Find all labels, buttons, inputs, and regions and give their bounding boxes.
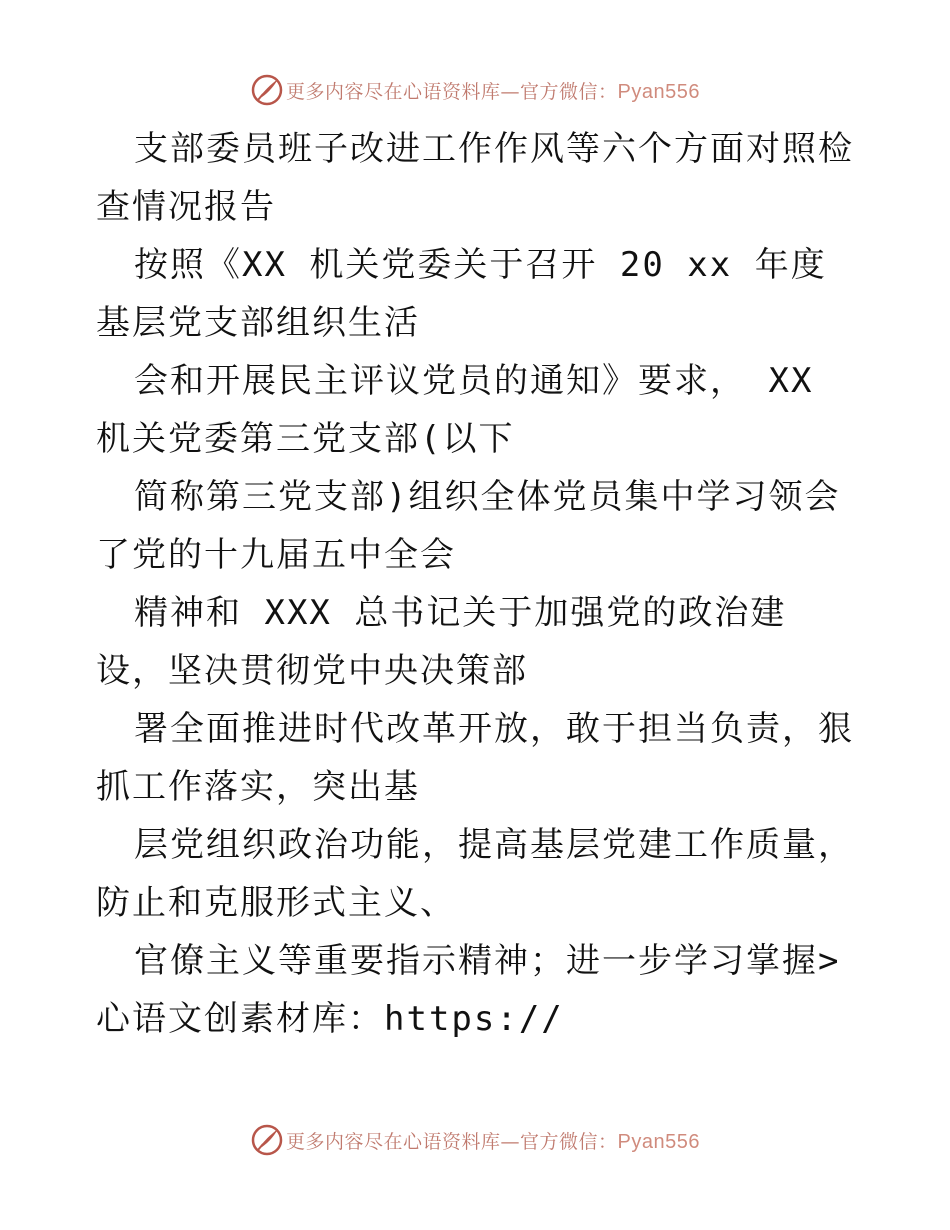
banner-separator: — xyxy=(500,80,521,103)
paragraph-title: 支部委员班子改进工作作风等六个方面对照检查情况报告 xyxy=(96,129,854,227)
banner-wechat-handle: Pyan556 xyxy=(617,80,700,103)
paragraph: 按照《XX 机关党委关于召开 20 xx 年度基层党支部组织生活 xyxy=(96,245,827,343)
paragraph: 署全面推进时代改革开放，敢于担当负责，狠抓工作落实，突出基 xyxy=(96,709,854,807)
banner-wechat-label: 官方微信： xyxy=(520,1130,618,1153)
banner-site-text: 更多内容尽在心语资料库 xyxy=(286,1130,501,1153)
banner-wechat-handle: Pyan556 xyxy=(617,1130,700,1153)
quill-pen-logo-icon xyxy=(250,1123,284,1157)
paragraph: 简称第三党支部)组织全体党员集中学习领会了党的十九届五中全会 xyxy=(96,477,841,575)
paragraph: 层党组织政治功能，提高基层党建工作质量，防止和克服形式主义、 xyxy=(96,825,854,923)
banner-separator: — xyxy=(500,1130,521,1153)
paragraph: 官僚主义等重要指示精神；进一步学习掌握>心语文创素材库：https:// xyxy=(96,941,841,1039)
footer-banner xyxy=(0,1120,950,1160)
header-banner xyxy=(0,70,950,110)
paragraph: 精神和 XXX 总书记关于加强党的政治建设，坚决贯彻党中央决策部 xyxy=(96,593,787,691)
paragraph: 会和开展民主评议党员的通知》要求， XX 机关党委第三党支部(以下 xyxy=(96,361,814,459)
document-body xyxy=(96,120,856,1048)
banner-text xyxy=(286,77,700,104)
banner-site-text: 更多内容尽在心语资料库 xyxy=(286,80,501,103)
banner-wechat-label: 官方微信： xyxy=(520,80,618,103)
banner-text xyxy=(286,1127,700,1154)
quill-pen-logo-icon xyxy=(250,73,284,107)
